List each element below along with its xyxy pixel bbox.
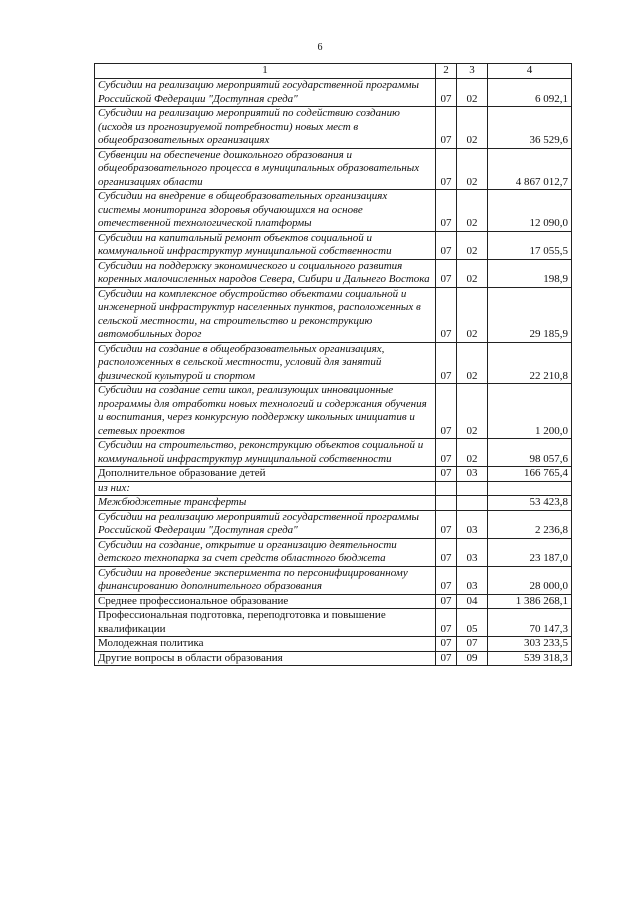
table-cell-amount <box>488 481 572 496</box>
table-row <box>95 609 572 637</box>
table-cell-amount: 1 386 268,1 <box>488 594 572 609</box>
table-cell-name: Субсидии на реализацию мероприятий государственной программы Российской Федерации "Доступная среда" <box>95 510 436 538</box>
table-cell-subsection: 03 <box>457 538 488 566</box>
table-cell-name: Дополнительное образование детей <box>95 467 436 482</box>
table-cell-amount: 70 147,3 <box>488 609 572 637</box>
table-cell-subsection: 02 <box>457 148 488 190</box>
table-cell-amount: 4 867 012,7 <box>488 148 572 190</box>
table-cell-name: Субсидии на комплексное обустройство объектами социальной и инженерной инфраструктур населенных пунктов, расположенных в сельской местности, на строительство и реконструкцию автомобильных дорог <box>95 287 436 342</box>
table-cell-amount: 1 200,0 <box>488 384 572 439</box>
table-cell-name: Субсидии на проведение эксперимента по персонифицированному финансированию дополнительного образования <box>95 566 436 594</box>
table-cell-name: Профессиональная подготовка, переподготовка и повышение квалификации <box>95 609 436 637</box>
table-cell-section: 07 <box>436 107 457 149</box>
table-cell-name: из них: <box>95 481 436 496</box>
table-cell-section: 07 <box>436 439 457 467</box>
table-cell-amount: 2 236,8 <box>488 510 572 538</box>
table-cell-subsection: 02 <box>457 190 488 232</box>
table-cell-section: 07 <box>436 79 457 107</box>
table-cell-section: 07 <box>436 467 457 482</box>
column-header-3: 3 <box>457 64 488 79</box>
table-cell-amount: 303 233,5 <box>488 637 572 652</box>
table-cell-section: 07 <box>436 637 457 652</box>
table-cell-subsection: 02 <box>457 107 488 149</box>
table-cell-name: Субсидии на капитальный ремонт объектов социальной и коммунальной инфраструктур муниципальной собственности <box>95 231 436 259</box>
table-cell-amount: 28 000,0 <box>488 566 572 594</box>
table-row <box>95 384 572 439</box>
table-row <box>95 439 572 467</box>
table-row <box>95 637 572 652</box>
table-cell-amount: 23 187,0 <box>488 538 572 566</box>
table-row <box>95 287 572 342</box>
table-cell-section: 07 <box>436 384 457 439</box>
table-row <box>95 538 572 566</box>
table-row <box>95 259 572 287</box>
table-row <box>95 342 572 384</box>
budget-table-body <box>95 64 572 666</box>
table-cell-name: Другие вопросы в области образования <box>95 651 436 666</box>
table-cell-section: 07 <box>436 538 457 566</box>
table-row <box>95 190 572 232</box>
table-row <box>95 496 572 511</box>
table-row <box>95 231 572 259</box>
table-cell-name: Субсидии на создание в общеобразовательных организациях, расположенных в сельской местности, условий для занятий физической культурой и спортом <box>95 342 436 384</box>
column-header-4: 4 <box>488 64 572 79</box>
table-cell-amount: 29 185,9 <box>488 287 572 342</box>
table-cell-section: 07 <box>436 609 457 637</box>
table-row <box>95 107 572 149</box>
table-cell-name: Субсидии на создание сети школ, реализующих инновационные программы для отработки новых технологий и содержания обучения и воспитания, через конкурсную поддержку школьных инициатив и сетевых проектов <box>95 384 436 439</box>
budget-table <box>94 63 572 666</box>
table-row <box>95 79 572 107</box>
table-cell-subsection: 04 <box>457 594 488 609</box>
table-cell-section: 07 <box>436 594 457 609</box>
column-header-2: 2 <box>436 64 457 79</box>
table-cell-subsection: 02 <box>457 342 488 384</box>
table-cell-section: 07 <box>436 231 457 259</box>
table-cell-name: Субсидии на внедрение в общеобразовательных организациях системы мониторинга здоровья обучающихся на основе отечественной технологической платформы <box>95 190 436 232</box>
table-row <box>95 566 572 594</box>
table-cell-amount: 98 057,6 <box>488 439 572 467</box>
table-cell-name: Межбюджетные трансферты <box>95 496 436 511</box>
table-cell-amount: 53 423,8 <box>488 496 572 511</box>
table-cell-subsection <box>457 481 488 496</box>
table-cell-name: Субсидии на строительство, реконструкцию объектов социальной и коммунальной инфраструктур муниципальной собственности <box>95 439 436 467</box>
table-row <box>95 481 572 496</box>
page-number: 6 <box>317 42 323 53</box>
table-cell-amount: 22 210,8 <box>488 342 572 384</box>
table-row <box>95 467 572 482</box>
table-cell-name: Субсидии на поддержку экономического и социального развития коренных малочисленных народов Севера, Сибири и Дальнего Востока <box>95 259 436 287</box>
table-cell-amount: 539 318,3 <box>488 651 572 666</box>
table-cell-section: 07 <box>436 510 457 538</box>
table-cell-subsection: 07 <box>457 637 488 652</box>
table-cell-subsection: 03 <box>457 510 488 538</box>
table-cell-section: 07 <box>436 259 457 287</box>
table-cell-section: 07 <box>436 566 457 594</box>
table-cell-name: Субвенции на обеспечение дошкольного образования и общеобразовательного процесса в муниципальных образовательных организациях области <box>95 148 436 190</box>
table-cell-section: 07 <box>436 287 457 342</box>
table-cell-section: 07 <box>436 651 457 666</box>
table-cell-subsection: 05 <box>457 609 488 637</box>
table-cell-amount: 36 529,6 <box>488 107 572 149</box>
table-cell-name: Субсидии на создание, открытие и организацию деятельности детского технопарка за счет средств областного бюджета <box>95 538 436 566</box>
table-cell-section <box>436 496 457 511</box>
column-header-1: 1 <box>95 64 436 79</box>
table-cell-name: Среднее профессиональное образование <box>95 594 436 609</box>
table-cell-section <box>436 481 457 496</box>
table-cell-subsection: 03 <box>457 566 488 594</box>
table-row <box>95 651 572 666</box>
table-cell-section: 07 <box>436 342 457 384</box>
table-cell-subsection: 02 <box>457 384 488 439</box>
table-cell-subsection <box>457 496 488 511</box>
table-cell-name: Молодежная политика <box>95 637 436 652</box>
table-cell-amount: 198,9 <box>488 259 572 287</box>
table-cell-subsection: 02 <box>457 231 488 259</box>
table-cell-section: 07 <box>436 148 457 190</box>
table-cell-subsection: 02 <box>457 439 488 467</box>
table-cell-amount: 166 765,4 <box>488 467 572 482</box>
table-cell-amount: 12 090,0 <box>488 190 572 232</box>
table-cell-amount: 6 092,1 <box>488 79 572 107</box>
table-row <box>95 594 572 609</box>
table-cell-name: Субсидии на реализацию мероприятий государственной программы Российской Федерации "Доступная среда" <box>95 79 436 107</box>
table-cell-subsection: 09 <box>457 651 488 666</box>
table-cell-name: Субсидии на реализацию мероприятий по содействию созданию (исходя из прогнозируемой потребности) новых мест в общеобразовательных организациях <box>95 107 436 149</box>
table-cell-subsection: 03 <box>457 467 488 482</box>
table-cell-subsection: 02 <box>457 287 488 342</box>
table-header-row <box>95 64 572 79</box>
table-cell-section: 07 <box>436 190 457 232</box>
table-row <box>95 510 572 538</box>
table-cell-subsection: 02 <box>457 79 488 107</box>
table-row <box>95 148 572 190</box>
table-cell-amount: 17 055,5 <box>488 231 572 259</box>
table-cell-subsection: 02 <box>457 259 488 287</box>
